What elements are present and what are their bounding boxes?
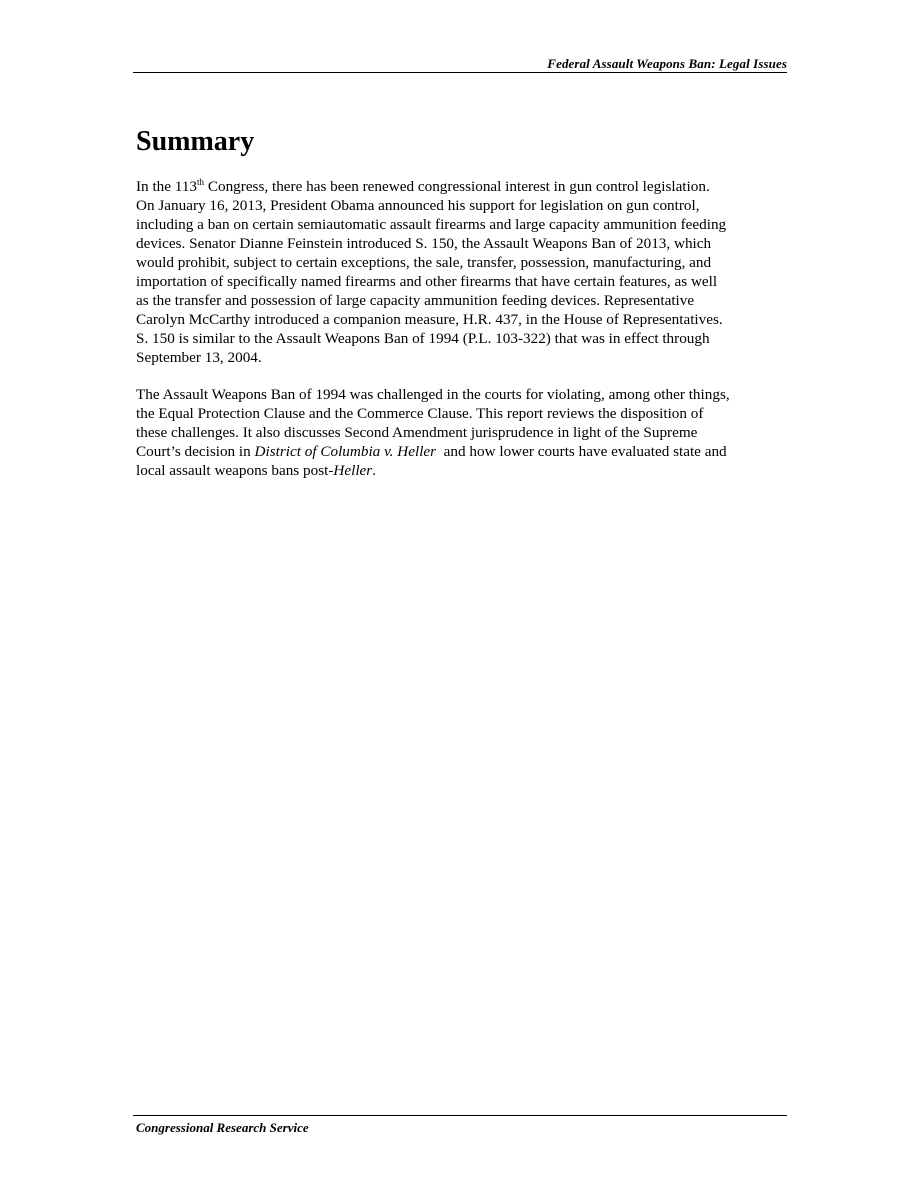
summary-paragraph-2 (136, 385, 788, 480)
paragraph-line: Carolyn McCarthy introduced a companion measure, H.R. 437, in the House of Representatives. (136, 311, 723, 328)
footer-divider (133, 1115, 787, 1116)
text-run: Congress, there has been renewed congressional interest in gun control legislation. (204, 178, 710, 195)
paragraph-line (136, 461, 788, 480)
case-citation: District of Columbia v. Heller (254, 443, 437, 460)
running-header: Federal Assault Weapons Ban: Legal Issues (547, 56, 787, 71)
paragraph-line: devices. Senator Dianne Feinstein introduced S. 150, the Assault Weapons Ban of 2013, which (136, 235, 712, 252)
section-title: Summary (136, 126, 255, 157)
paragraph-line: including a ban on certain semiautomatic assault firearms and large capacity ammunition feeding (136, 216, 727, 233)
summary-paragraph-1 (136, 177, 788, 367)
paragraph-line: as the transfer and possession of large capacity ammunition feeding devices. Representative (136, 292, 695, 309)
paragraph-line: these challenges. It also discusses Second Amendment jurisprudence in light of the Supreme (136, 424, 698, 441)
paragraph-line: S. 150 is similar to the Assault Weapons Ban of 1994 (P.L. 103-322) that was in effect through (136, 330, 710, 347)
text-run: and how lower courts have evaluated state and (436, 443, 727, 460)
paragraph-line: The Assault Weapons Ban of 1994 was challenged in the courts for violating, among other things, (136, 386, 730, 403)
case-citation: Heller (333, 462, 373, 479)
text-run: Court’s decision in (136, 443, 255, 460)
text-run: In the 113 (136, 178, 198, 195)
paragraph-line: the Equal Protection Clause and the Commerce Clause. This report reviews the disposition of (136, 405, 704, 422)
paragraph-line: would prohibit, subject to certain exceptions, the sale, transfer, possession, manufacturing, and (136, 254, 712, 271)
paragraph-line: On January 16, 2013, President Obama announced his support for legislation on gun control, (136, 197, 700, 214)
paragraph-line (136, 442, 788, 461)
paragraph-line (136, 177, 788, 196)
text-run: . (372, 462, 377, 479)
paragraph-line: importation of specifically named firearms and other firearms that have certain features, as well (136, 273, 718, 290)
ordinal-superscript: th (197, 177, 205, 187)
header-divider (133, 72, 787, 73)
text-run: local assault weapons bans post- (136, 462, 334, 479)
footer-organization: Congressional Research Service (136, 1120, 309, 1135)
paragraph-line: September 13, 2004. (136, 349, 262, 366)
